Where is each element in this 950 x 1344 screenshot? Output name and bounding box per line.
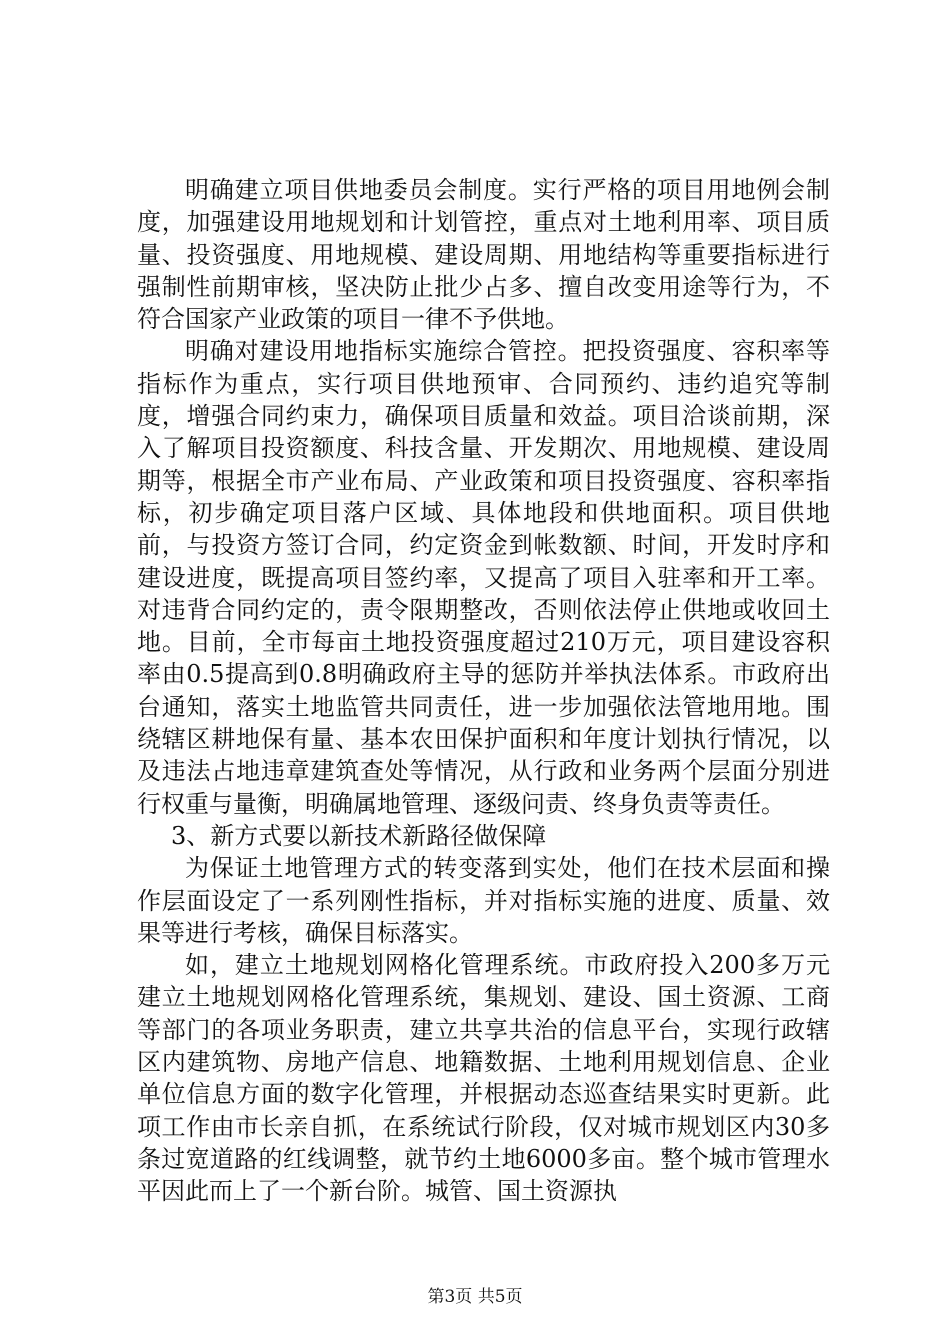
page-footer: 第3页 共5页	[427, 1287, 523, 1307]
section-heading: 3、新方式要以新技术新路径做保障	[171, 821, 547, 850]
document-body	[137, 174, 830, 1208]
paragraph-indicators: 为保证土地管理方式的转变落到实处，他们在技术层面和操作层面设定了一系列刚性指标，并对指标实施的进度、质量、效果等进行考核，确保目标落实。	[137, 854, 830, 947]
paragraph-grid-system: 如，建立土地规划网格化管理系统。市政府投入200多万元建立土地规划网格化管理系统，集规划、建设、国土资源、工商等部门的各项业务职责，建立共享共治的信息平台，实现行政辖区内建筑物、房地产信息、地籍数据、土地利用规划信息、企业单位信息方面的数字化管理，并根据动态巡查结果实时更新。此项工作由市长亲自抓，在系统试行阶段，仅对城市规划区内30多条过宽道路的红线调整，就节约土地6000多亩。整个城市管理水平因此而上了一个新台阶。城管、国土资源执	[137, 951, 830, 1206]
paragraph-supply-committee: 明确建立项目供地委员会制度。实行严格的项目用地例会制度，加强建设用地规划和计划管控，重点对土地利用率、项目质量、投资强度、用地规模、建设周期、用地结构等重要指标进行强制性前期审核，坚决防止批少占多、擅自改变用途等行为，不符合国家产业政策的项目一律不予供地。	[137, 176, 830, 334]
paragraph-land-control: 明确对建设用地指标实施综合管控。把投资强度、容积率等指标作为重点，实行项目供地预审、合同预约、违约追究等制度，增强合同约束力，确保项目质量和效益。项目洽谈前期，深入了解项目投资额度、科技含量、开发期次、用地规模、建设周期等，根据全市产业布局、产业政策和项目投资强度、容积率指标，初步确定项目落户区域、具体地段和供地面积。项目供地前，与投资方签订合同，约定资金到帐数额、时间，开发时序和建设进度，既提高项目签约率，又提高了项目入驻率和开工率。对违背合同约定的，责令限期整改，否则依法停止供地或收回土地。目前，全市每亩土地投资强度超过210万元，项目建设容积率由0.5提高到0.8明确政府主导的惩防并举执法体系。市政府出台通知，落实土地监管共同责任，进一步加强依法管地用地。围绕辖区耕地保有量、基本农田保护面积和年度计划执行情况，以及违法占地违章建筑查处等情况，从行政和业务两个层面分别进行权重与量衡，明确属地管理、逐级问责、终身负责等责任。	[137, 337, 830, 818]
